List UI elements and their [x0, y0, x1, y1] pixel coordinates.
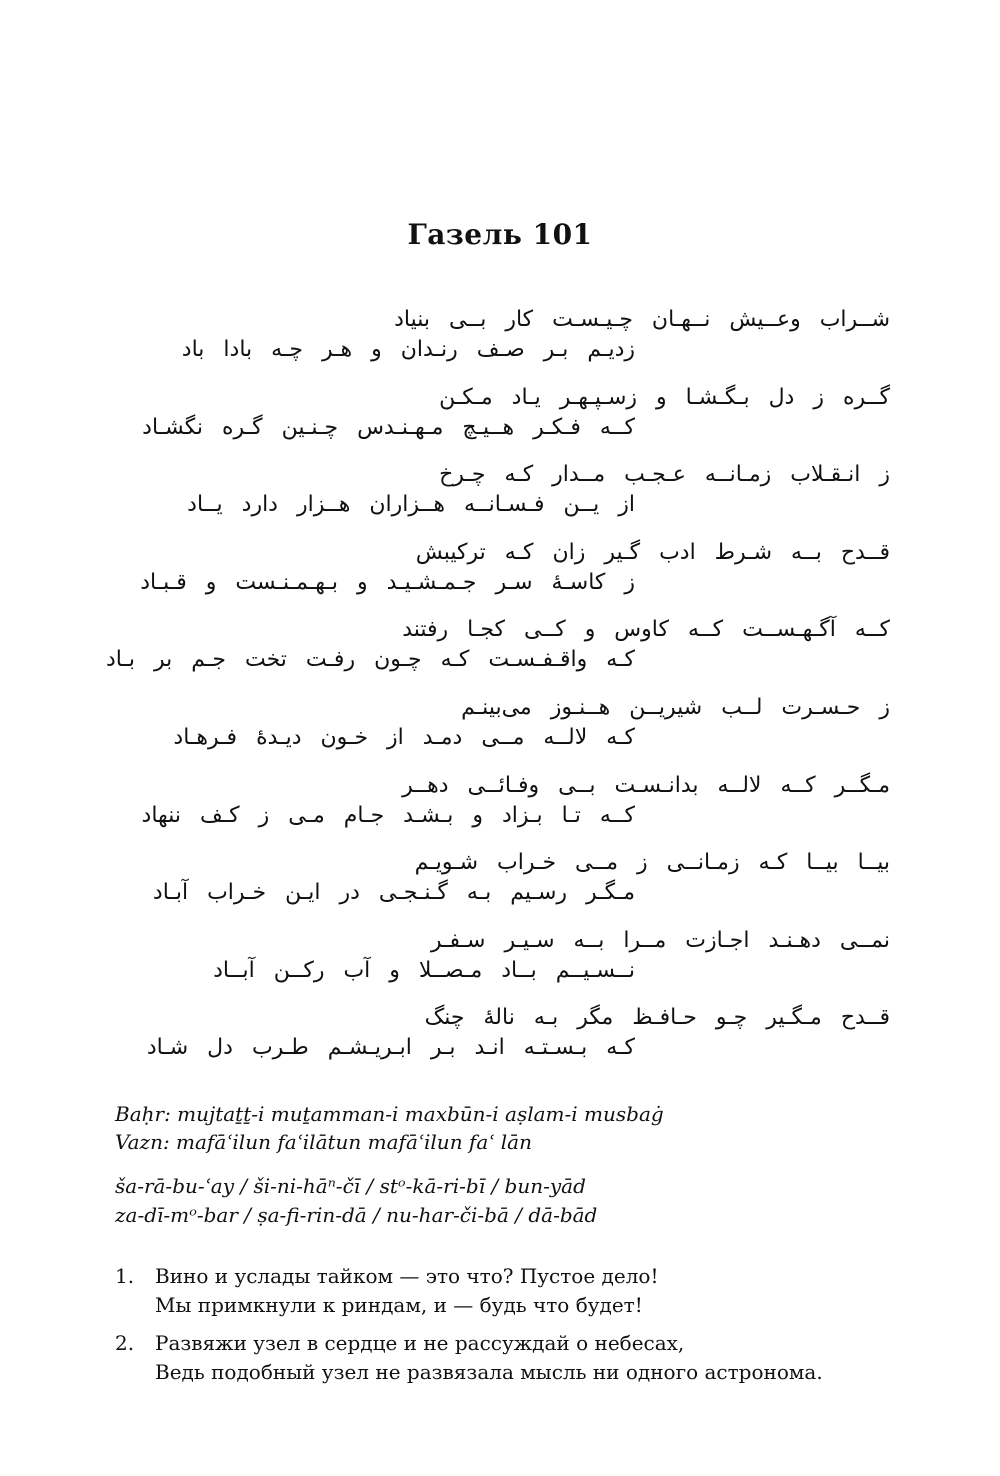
meter-info — [115, 1100, 664, 1156]
persian-poem — [105, 306, 890, 1082]
hemistich-second: کــه فـکـر هــیـچ مـهـنـدس چـنـین گـره نگشـاد — [142, 414, 635, 440]
hemistich-second: زدیـم بـر صـف رنـدان و هـر چـه بادا باد — [181, 337, 635, 362]
hemistich-second: کـه بـسـتـه انـد بـر ابـریـشـم طـرب دل شـاد — [146, 1035, 635, 1061]
hemistich-first: نمــی دهـنـد اجـازت مــرا بــه سـیـر سـفـر — [430, 927, 890, 953]
translation-line: Ведь подобный узел не развязала мысль ни одного астронома. — [155, 1360, 823, 1384]
scansion — [115, 1172, 597, 1230]
translation-line: Вино и услады тайком — это что? Пустое дело! — [155, 1264, 659, 1288]
hemistich-first: مـگــر کــه لالــه بدانـسـت بــی وفـائــی دهــر — [402, 772, 890, 798]
hemistich-second: ز کاسـهٔ سـر جـمـشـیـد و بـهـمـنـست و قـبـاد — [140, 569, 635, 595]
hemistich-second: مـگـر رسـیم بـه گـنـجـی در ایـن خـراب آبـاد — [152, 880, 635, 906]
hemistich-second: نــسـیــم بــاد مـصــلا و آب رکــن آبــاد — [213, 957, 635, 983]
hemistich-first: ز حـسـرت لــب شیریــن هــنـوز می‌بینـم — [461, 694, 890, 720]
translation-item — [115, 1262, 823, 1320]
hemistich-second: کــه تـا بـزاد و بـشـد جـام مـی ز کـف ننهاد — [141, 802, 635, 828]
couplet — [115, 694, 890, 772]
couplet — [115, 539, 890, 617]
hemistich-first: ز انـقـلاب زمـانــه عـجـب مــدار کـه چـرخ — [439, 462, 890, 488]
translation-item — [115, 1329, 823, 1387]
hemistich-first: شــراب وعــیش نــهـان چـیـسـت کار بــی بنیاد — [394, 307, 890, 332]
hemistich-first: قــدح بــه شـرط ادب گـیر زان کـه ترکیبش — [415, 539, 890, 565]
hemistich-first: کــه آگـهـســت کــه کاوس و کــی کجـا رفتند — [402, 617, 890, 643]
hemistich-second: از یــن فـسـانــه هــزاران هــزار دارد یــاد — [187, 492, 635, 518]
hemistich-first: بیــا بیــا کـه زمـانــی ز مــی خـراب شـویـم — [414, 850, 890, 876]
hemistich-first: قــدح مـگـیر چـو حـافـظ مگر بـه نالهٔ چنگ — [424, 1005, 890, 1031]
hemistich-second: کـه واقـفـسـت کـه چـون رفـت تخت جـم بر بـاد — [105, 647, 635, 673]
translation-line: Мы примкнули к риндам, и — будь что будет! — [155, 1293, 643, 1317]
couplet — [115, 384, 890, 462]
bahr-line: Baḥr: mujtaṯṯ-i muṯamman-i maxbūn-i aṣlam-i musbaġ — [115, 1102, 664, 1126]
hemistich-first: گــره ز دل بـگـشـا و زسـپـهـر یـاد مـکـن — [439, 384, 890, 410]
couplet — [115, 927, 890, 1005]
couplet — [105, 616, 890, 694]
scansion-line-2: za-dī-mᵒ-bar / ṣa-fi-rin-dā / nu-har-či-bā / dā-bād — [115, 1203, 598, 1227]
ghazal-title: Газель 101 — [407, 218, 593, 251]
translation — [115, 1262, 823, 1396]
item-number: 1. — [115, 1264, 135, 1288]
translation-line: Развяжи узел в сердце и не рассуждай о небесах, — [155, 1331, 685, 1355]
vazn-line: Vazn: mafāʿilun faʿilātun mafāʿilun faʿ lān — [115, 1130, 532, 1154]
couplet — [115, 461, 890, 539]
couplet — [115, 306, 890, 384]
item-number: 2. — [115, 1331, 135, 1355]
couplet — [115, 849, 890, 927]
couplet — [115, 1004, 890, 1082]
couplet — [115, 772, 890, 850]
hemistich-second: کـه لالــه مــی دمـد از خـون دیـدهٔ فـرهـاد — [173, 724, 635, 750]
scansion-line-1: ša-rā-bu-ʿay / ši-ni-hāⁿ-čī / stᵒ-kā-ri-bī / bun-yād — [115, 1174, 586, 1198]
